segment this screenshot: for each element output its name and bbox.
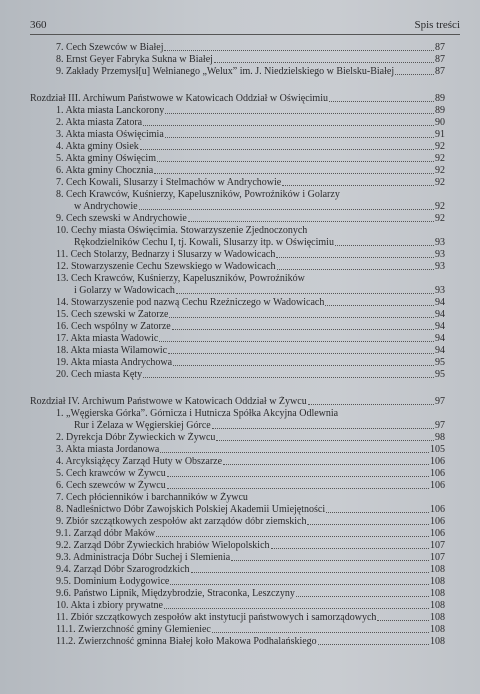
dot-leader (168, 353, 434, 354)
running-head: Spis treści (414, 19, 460, 31)
toc-entry (30, 66, 445, 78)
toc-entry (30, 345, 445, 357)
toc-entry-page: 106 (430, 456, 445, 467)
dot-leader (395, 74, 434, 75)
dot-leader (308, 404, 434, 405)
toc-entry (30, 480, 445, 492)
toc-entry (30, 420, 445, 432)
toc-entry-title: 9.6. Państwo Lipnik, Międzybrodzie, Straconka, Leszczyny (56, 588, 295, 599)
toc-entry-page: 106 (430, 480, 445, 491)
toc-entry-page: 93 (435, 249, 445, 260)
dot-leader (167, 476, 429, 477)
toc-entry (30, 54, 445, 66)
dot-leader (156, 536, 429, 537)
toc-entry-title: 9. Zakłady Przemysł[u] Wełnianego „Welux” im. J. Niedzielskiego w Bielsku-Białej (56, 66, 395, 77)
dot-leader (214, 62, 434, 63)
toc-entry-title: 13. Cech Krawców, Kuśnierzy, Kapeluszników, Powroźników (56, 273, 305, 284)
dot-leader (212, 428, 434, 429)
dot-leader (212, 632, 429, 633)
toc-entry-page: 106 (430, 468, 445, 479)
toc-entry-page: 92 (435, 201, 445, 212)
toc-entry-title: 9. Zbiór szczątkowych zespołów akt zarządów dóbr ziemskich (56, 516, 307, 527)
toc-entry (30, 273, 445, 285)
toc-entry (30, 117, 445, 129)
dot-leader (143, 125, 434, 126)
toc-entry (30, 249, 445, 261)
toc-entry-page: 92 (435, 153, 445, 164)
toc-entry-title: 3. Akta miasta Oświęcimia (56, 129, 164, 140)
toc-entry-title: Rękodzielników Cechu I, tj. Kowali, Ślusarzy itp. w Oświęcimiu (74, 237, 334, 248)
toc-entry-page: 95 (435, 369, 445, 380)
toc-entry-title: 9.1. Zarząd dóbr Maków (56, 528, 156, 539)
toc-entry-page: 92 (435, 165, 445, 176)
toc-entry (30, 261, 445, 273)
toc-entry-title: 6. Akta gminy Chocznia (56, 165, 154, 176)
toc-entry-title: 14. Stowarzyszenie pod nazwą Cechu Rzeźniczego w Wadowicach (56, 297, 325, 308)
dot-leader (159, 341, 434, 342)
toc-entry (30, 333, 445, 345)
toc-chapter-heading (30, 396, 445, 408)
toc-entry (30, 225, 445, 237)
toc-entry (30, 636, 445, 648)
dot-leader (191, 572, 429, 573)
dot-leader (216, 440, 434, 441)
toc-entry-page: 92 (435, 177, 445, 188)
dot-leader (307, 524, 429, 525)
toc-entry-page: 87 (435, 54, 445, 65)
toc-entry-title: 15. Cech szewski w Zatorze (56, 309, 169, 320)
dot-leader (326, 512, 429, 513)
toc-entry-title: 7. Cech Kowali, Ślusarzy i Stelmachów w Andrychowie (56, 177, 282, 188)
toc-entry-title: w Andrychowie (74, 201, 138, 212)
dot-leader (377, 620, 429, 621)
toc-entry (30, 357, 445, 369)
toc-entry (30, 468, 445, 480)
toc-entry-page: 92 (435, 141, 445, 152)
dot-leader (296, 596, 429, 597)
toc-entry-page: 94 (435, 297, 445, 308)
dot-leader (188, 221, 434, 222)
toc-entry-title: 8. Cech Krawców, Kuśnierzy, Kapeluszników, Powroźników i Golarzy (56, 189, 340, 200)
toc-entry (30, 189, 445, 201)
toc-entry-page: 108 (430, 564, 445, 575)
toc-entry-title: 9.5. Dominium Łodygowice (56, 576, 170, 587)
toc-entry-page: 94 (435, 309, 445, 320)
dot-leader (318, 644, 429, 645)
toc-entry-page: 93 (435, 285, 445, 296)
page-header (30, 12, 460, 35)
dot-leader (157, 161, 434, 162)
toc-entry-page: 89 (435, 105, 445, 116)
toc-entry (30, 528, 445, 540)
toc-entry-page: 108 (430, 636, 445, 647)
toc-entry-page: 97 (435, 396, 445, 407)
dot-leader (154, 173, 434, 174)
dot-leader (173, 365, 434, 366)
toc-entry (30, 612, 445, 624)
toc-entry-title: 10. Cechy miasta Oświęcimia. Stowarzyszenie Zjednoczonych (56, 225, 308, 236)
toc-entry-page: 95 (435, 357, 445, 368)
toc-entry (30, 297, 445, 309)
dot-leader (160, 452, 429, 453)
toc-entry-title: 11.2. Zwierzchność gminna Białej koło Makowa Podhalańskiego (56, 636, 317, 647)
toc-entry-title: Rozdział III. Archiwum Państwowe w Katowicach Oddział w Oświęcimiu (30, 93, 328, 104)
toc-entry-title: 6. Cech szewców w Żywcu (56, 480, 166, 491)
toc-entry-title: 9.3. Administracja Dóbr Suchej i Ślemienia (56, 552, 231, 563)
toc-entry (30, 321, 445, 333)
toc-entry-page: 93 (435, 261, 445, 272)
toc-entry (30, 165, 445, 177)
toc-entry-page: 106 (430, 516, 445, 527)
toc-entry (30, 153, 445, 165)
toc-entry-title: 7. Cech Szewców w Białej (56, 42, 164, 53)
dot-leader (139, 209, 434, 210)
toc-entry-title: 3. Akta miasta Jordanowa (56, 444, 160, 455)
toc-entry-title: 5. Akta gminy Oświęcim (56, 153, 156, 164)
toc-entry-page: 92 (435, 213, 445, 224)
toc-entry-page: 94 (435, 333, 445, 344)
toc-entry-title: 9.4. Zarząd Dóbr Szarogrodzkich (56, 564, 190, 575)
toc-entry-title: 18. Akta miasta Wilamowic (56, 345, 168, 356)
dot-leader (172, 329, 434, 330)
toc-entry (30, 42, 445, 54)
toc-entry (30, 588, 445, 600)
toc-entry-title: 5. Cech krawców w Żywcu (56, 468, 166, 479)
toc-entry-title: 11. Cech Stolarzy, Bednarzy i Ślusarzy w Wadowicach (56, 249, 276, 260)
dot-leader (223, 464, 429, 465)
toc-entry-page: 108 (430, 612, 445, 623)
toc-entry-title: 4. Akta gminy Osiek (56, 141, 139, 152)
toc-entry (30, 129, 445, 141)
toc-entry (30, 624, 445, 636)
toc-entry-page: 91 (435, 129, 445, 140)
toc-entry-title: 9. Cech szewski w Andrychowie (56, 213, 187, 224)
toc-entry-page: 106 (430, 504, 445, 515)
toc-entry-title: Rur i Żelaza w Węgierskiej Górce (74, 420, 211, 431)
dot-leader (325, 305, 434, 306)
toc-entry-page: 108 (430, 624, 445, 635)
dot-leader (140, 149, 434, 150)
toc-entry-title: 11.1. Zwierzchność gminy Glemieniec (56, 624, 211, 635)
toc-entry-title: 17. Akta miasta Wadowic (56, 333, 159, 344)
toc-entry-title: 12. Stowarzyszenie Cechu Szewskiego w Wadowicach (56, 261, 276, 272)
toc-entry-title: 8. Ernst Geyer Fabryka Sukna w Białej (56, 54, 213, 65)
toc-entry (30, 540, 445, 552)
dot-leader (164, 608, 429, 609)
toc-entry (30, 285, 445, 297)
toc-entry-title: 2. Akta miasta Zatora (56, 117, 143, 128)
toc-entry-title: 1. „Węgierska Górka”. Górnicza i Hutnicza Spółka Akcyjna Odlewnia (56, 408, 339, 419)
toc-entry-page: 98 (435, 432, 445, 443)
dot-leader (165, 137, 434, 138)
dot-leader (167, 488, 429, 489)
toc-entry (30, 552, 445, 564)
toc-entry-page: 107 (430, 540, 445, 551)
toc-entry (30, 237, 445, 249)
toc-entry-title: Rozdział IV. Archiwum Państwowe w Katowicach Oddział w Żywcu (30, 396, 307, 407)
dot-leader (165, 113, 434, 114)
toc-entry (30, 432, 445, 444)
toc-entry-title: 11. Zbiór szczątkowych zespołów akt instytucji państwowych i samorządowych (56, 612, 377, 623)
toc-entry (30, 504, 445, 516)
toc-entry-title: 2. Dyrekcja Dóbr Żywieckich w Żywcu (56, 432, 216, 443)
toc-chapter-heading (30, 93, 445, 105)
section-gap (30, 78, 445, 93)
toc-entry-page: 93 (435, 237, 445, 248)
toc-entry-title: 9.2. Zarząd Dóbr Żywieckich hrabiów Wielopolskich (56, 540, 270, 551)
toc-entry-page: 94 (435, 321, 445, 332)
toc-entry-page: 108 (430, 576, 445, 587)
toc-entry-page: 89 (435, 93, 445, 104)
table-of-contents (30, 42, 445, 648)
toc-entry (30, 105, 445, 117)
section-gap (30, 381, 445, 396)
dot-leader (335, 245, 434, 246)
toc-entry-title: 19. Akta miasta Andrychowa (56, 357, 173, 368)
dot-leader (169, 317, 434, 318)
toc-entry (30, 408, 445, 420)
dot-leader (282, 185, 434, 186)
toc-entry-page: 106 (430, 528, 445, 539)
toc-entry (30, 564, 445, 576)
toc-entry-title: 7. Cech płócienników i barchanników w Żywcu (56, 492, 248, 503)
dot-leader (277, 269, 434, 270)
toc-entry (30, 141, 445, 153)
dot-leader (231, 560, 429, 561)
toc-entry-page: 87 (435, 42, 445, 53)
toc-entry-page: 107 (430, 552, 445, 563)
toc-entry (30, 369, 445, 381)
toc-entry (30, 444, 445, 456)
toc-entry-page: 97 (435, 420, 445, 431)
page-number: 360 (30, 19, 47, 31)
toc-entry (30, 201, 445, 213)
dot-leader (164, 50, 434, 51)
dot-leader (143, 377, 434, 378)
toc-entry-title: 8. Nadleśnictwo Dóbr Zawojskich Polskiej Akademii Umiejętności (56, 504, 326, 515)
toc-entry-title: 16. Cech wspólny w Zatorze (56, 321, 171, 332)
toc-entry (30, 213, 445, 225)
toc-entry (30, 492, 445, 504)
toc-entry-page: 108 (430, 600, 445, 611)
toc-entry-page: 90 (435, 117, 445, 128)
toc-entry-page: 87 (435, 66, 445, 77)
dot-leader (176, 293, 434, 294)
dot-leader (271, 548, 429, 549)
dot-leader (170, 584, 429, 585)
toc-entry-title: i Golarzy w Wadowicach (74, 285, 175, 296)
toc-entry-page: 94 (435, 345, 445, 356)
toc-entry (30, 456, 445, 468)
toc-entry-title: 1. Akta miasta Lanckorony (56, 105, 165, 116)
toc-entry-title: 10. Akta i zbiory prywatne (56, 600, 163, 611)
toc-entry-title: 20. Cech miasta Kęty (56, 369, 143, 380)
dot-leader (276, 257, 434, 258)
toc-entry (30, 177, 445, 189)
toc-entry (30, 309, 445, 321)
toc-entry (30, 576, 445, 588)
toc-entry (30, 600, 445, 612)
toc-entry-title: 4. Arcyksiążęcy Zarząd Huty w Obszarze (56, 456, 223, 467)
toc-entry-page: 108 (430, 588, 445, 599)
toc-entry (30, 516, 445, 528)
toc-entry-page: 105 (430, 444, 445, 455)
dot-leader (329, 101, 434, 102)
